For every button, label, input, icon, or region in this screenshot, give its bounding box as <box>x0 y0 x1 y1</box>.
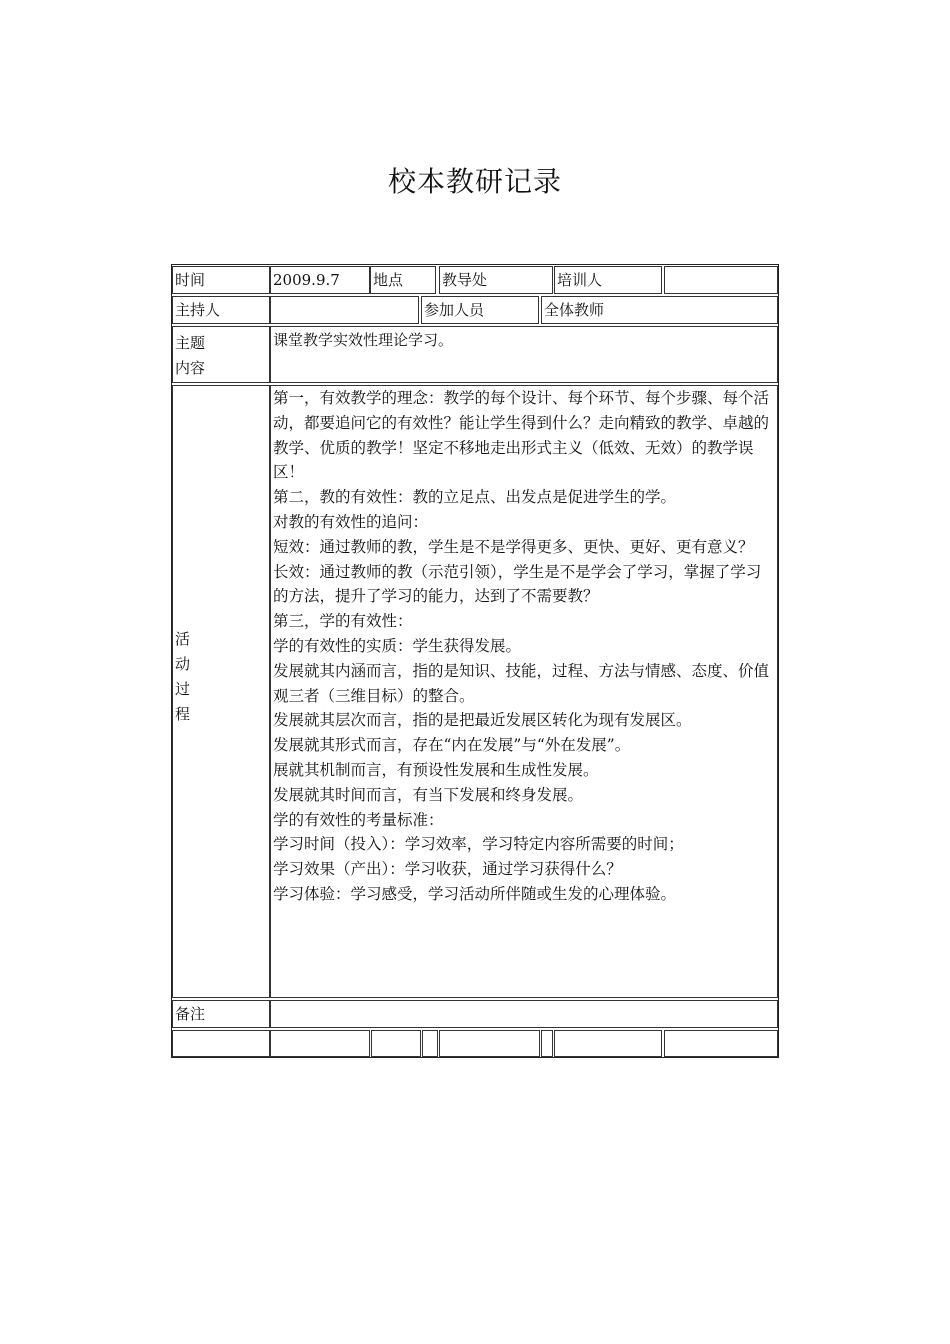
participants-label: 参加人员 <box>421 296 539 324</box>
activity-paragraph: 短效：通过教师的教，学生是不是学得更多、更快、更好、更有意义？ <box>273 537 754 556</box>
activity-paragraph: 第三，学的有效性： <box>273 612 413 631</box>
activity-label-char: 过 <box>175 679 191 698</box>
topic-label-line1: 主题 <box>175 334 206 352</box>
topic-label-line2: 内容 <box>175 359 206 377</box>
activity-paragraph: 学习体验：学习感受，学习活动所伴随或生发的心理体验。 <box>273 884 677 903</box>
place-label: 地点 <box>370 266 436 294</box>
activity-paragraph: 第一，有效教学的理念：教学的每个设计、每个环节、每个步骤、每个活动，都要追问它的有效性？能让学生得到什么？走向精致的教学、卓越的教学、优质的教学！坚定不移地走出形式主义（低效、无效）的教学误区！ <box>273 389 770 482</box>
activity-label-char: 程 <box>175 704 191 723</box>
activity-paragraph: 发展就其形式而言，存在“内在发展”与“外在发展”。 <box>273 736 631 755</box>
activity-paragraph: 第二，教的有效性：教的立足点、出发点是促进学生的学。 <box>273 488 677 507</box>
topic-label <box>172 326 270 383</box>
place-value: 教导处 <box>439 266 553 294</box>
activity-paragraph: 学的有效性的实质：学生获得发展。 <box>273 636 522 655</box>
activity-paragraph: 发展就其时间而言，有当下发展和终身发展。 <box>273 785 584 804</box>
activity-paragraph: 发展就其层次而言，指的是把最近发展区转化为现有发展区。 <box>273 711 692 730</box>
activity-label-char: 动 <box>175 654 191 673</box>
activity-paragraph: 发展就其内涵而言，指的是知识、技能，过程、方法与情感、态度、价值观三者（三维目标）的整合。 <box>273 661 770 705</box>
time-value: 2009.9.7 <box>270 266 370 294</box>
activity-label-chars <box>175 627 190 727</box>
host-value <box>270 296 419 324</box>
empty-cell <box>439 1030 540 1057</box>
page-title: 校本教研记录 <box>387 165 562 198</box>
activity-label-char: 活 <box>175 629 191 648</box>
activity-paragraph: 学习效果（产出）：学习收获，通过学习获得什么？ <box>273 860 622 879</box>
host-label: 主持人 <box>172 296 270 324</box>
activity-paragraph: 展就其机制而言，有预设性发展和生成性发展。 <box>273 760 599 779</box>
activity-label <box>172 385 270 998</box>
activity-paragraph: 学习时间（投入）：学习效率，学习特定内容所需要的时间； <box>273 835 684 854</box>
participants-value: 全体教师 <box>541 296 778 324</box>
empty-cell <box>541 1030 553 1057</box>
remarks-label: 备注 <box>172 1000 270 1028</box>
empty-cell <box>371 1030 421 1057</box>
activity-content <box>270 385 778 998</box>
activity-paragraph: 学的有效性的考量标准： <box>273 810 444 829</box>
trainer-label: 培训人 <box>554 266 662 294</box>
activity-paragraph: 长效：通过教师的教（示范引领），学生是不是学会了学习，掌握了学习的方法，提升了学习的能力，达到了不需要教？ <box>273 562 762 606</box>
activity-paragraph: 对教的有效性的追问： <box>273 512 429 531</box>
empty-cell <box>422 1030 438 1057</box>
topic-value: 课堂教学实效性理论学习。 <box>270 326 778 383</box>
trainer-value <box>664 266 778 294</box>
time-label: 时间 <box>172 266 270 294</box>
empty-cell <box>664 1030 778 1057</box>
empty-cell <box>172 1030 270 1057</box>
remarks-value <box>270 1000 778 1028</box>
empty-cell <box>270 1030 370 1057</box>
empty-cell <box>554 1030 662 1057</box>
